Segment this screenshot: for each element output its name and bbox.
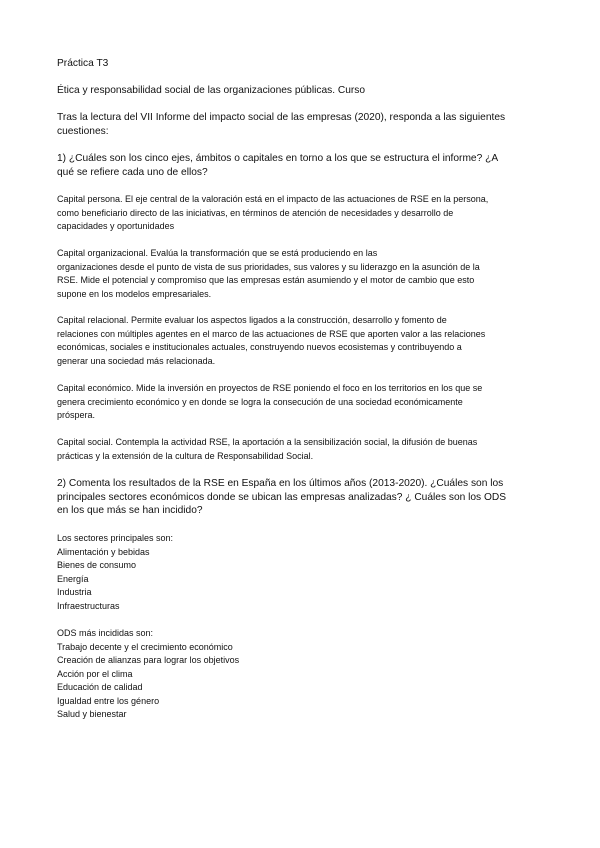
capital-economico-paragraph bbox=[57, 382, 547, 423]
intro-line: Tras la lectura del VII Informe del impacto social de las empresas (2020), responda a las siguientes bbox=[57, 112, 506, 123]
question-2-line: 2) Comenta los resultados de la RSE en España en los últimos años (2013-2020). ¿Cuáles son los bbox=[57, 478, 504, 489]
course-title: Ética y responsabilidad social de las organizaciones públicas. Curso bbox=[57, 85, 366, 96]
ods-item: Igualdad entre los género bbox=[57, 695, 160, 706]
ods-item: Trabajo decente y el crecimiento económico bbox=[57, 641, 233, 652]
capital-line: capacidades y oportunidades bbox=[57, 221, 175, 231]
capital-organizacional-paragraph bbox=[57, 247, 547, 301]
capital-line: Capital organizacional. Evalúa la transformación que se está produciendo en las bbox=[57, 248, 378, 258]
capital-line: RSE. Mide el potencial y compromiso que las empresas están asumiendo y el motor de cambio que esto bbox=[57, 275, 475, 285]
question-2-line: en los que más se han incidido? bbox=[57, 505, 203, 516]
ods-list bbox=[57, 627, 547, 722]
ods-heading: ODS más incididas son: bbox=[57, 628, 154, 638]
ods-item: Creación de alianzas para lograr los objetivos bbox=[57, 655, 240, 665]
sector-item: Industria bbox=[57, 587, 92, 597]
question-2 bbox=[57, 477, 547, 518]
capital-line: Capital social. Contempla la actividad RSE, la aportación a la sensibilización social, la difusión de buenas bbox=[57, 437, 478, 447]
capital-line: como beneficiario directo de las iniciativas, en términos de atención de necesidades y desarrollo de bbox=[57, 207, 454, 218]
sectors-list bbox=[57, 532, 547, 613]
sector-item: Energía bbox=[57, 573, 89, 584]
capital-line: Capital relacional. Permite evaluar los aspectos ligados a la construcción, desarrollo y fomento de bbox=[57, 315, 447, 325]
capital-line: Capital persona. El eje central de la valoración está en el impacto de las actuaciones de RSE en la persona, bbox=[57, 194, 489, 204]
ods-item: Salud y bienestar bbox=[57, 709, 127, 719]
capital-line: genera crecimiento económico y en donde se logra la consecución de una sociedad económicamente bbox=[57, 396, 463, 407]
sectors-heading: Los sectores principales son: bbox=[57, 533, 174, 543]
intro-paragraph bbox=[57, 111, 547, 138]
capital-line: generar una sociedad más relacionada. bbox=[57, 355, 216, 366]
capital-line: próspera. bbox=[57, 410, 96, 420]
sector-item: Alimentación y bebidas bbox=[57, 546, 150, 557]
capital-line: supone en los modelos empresariales. bbox=[57, 288, 212, 299]
question-1-line: qué se refiere cada uno de ellos? bbox=[57, 166, 208, 178]
practice-title: Práctica T3 bbox=[57, 58, 109, 69]
capital-line: económicas, sociales e institucionales actuales, construyendo nuevos ecosistemas y contribuyendo a bbox=[57, 342, 462, 352]
capital-social-paragraph bbox=[57, 436, 547, 463]
ods-item: Educación de calidad bbox=[57, 682, 143, 692]
question-2-line: principales sectores económicos donde se ubican las empresas analizadas? ¿ Cuáles son los ODS bbox=[57, 491, 507, 503]
question-1-line: 1) ¿Cuáles son los cinco ejes, ámbitos o capitales en torno a los que se estructura el informe? ¿A bbox=[57, 153, 499, 164]
capital-line: relaciones con múltiples agentes en el marco de las actuaciones de RSE que aporten valor a las relaciones bbox=[57, 328, 486, 339]
ods-item: Acción por el clima bbox=[57, 668, 133, 679]
capital-line: organizaciones desde el punto de vista de sus prioridades, sus valores y su liderazgo en la asunción de la bbox=[57, 261, 480, 272]
capital-relacional-paragraph bbox=[57, 314, 547, 368]
question-1 bbox=[57, 152, 547, 179]
capital-line: prácticas y la extensión de la cultura de Responsabilidad Social. bbox=[57, 450, 314, 461]
capital-line: Capital económico. Mide la inversión en proyectos de RSE poniendo el foco en los territorios en los que se bbox=[57, 383, 483, 393]
sector-item: Infraestructuras bbox=[57, 600, 120, 611]
capital-persona-paragraph bbox=[57, 193, 547, 234]
intro-line: cuestiones: bbox=[57, 125, 109, 137]
sector-item: Bienes de consumo bbox=[57, 560, 137, 570]
